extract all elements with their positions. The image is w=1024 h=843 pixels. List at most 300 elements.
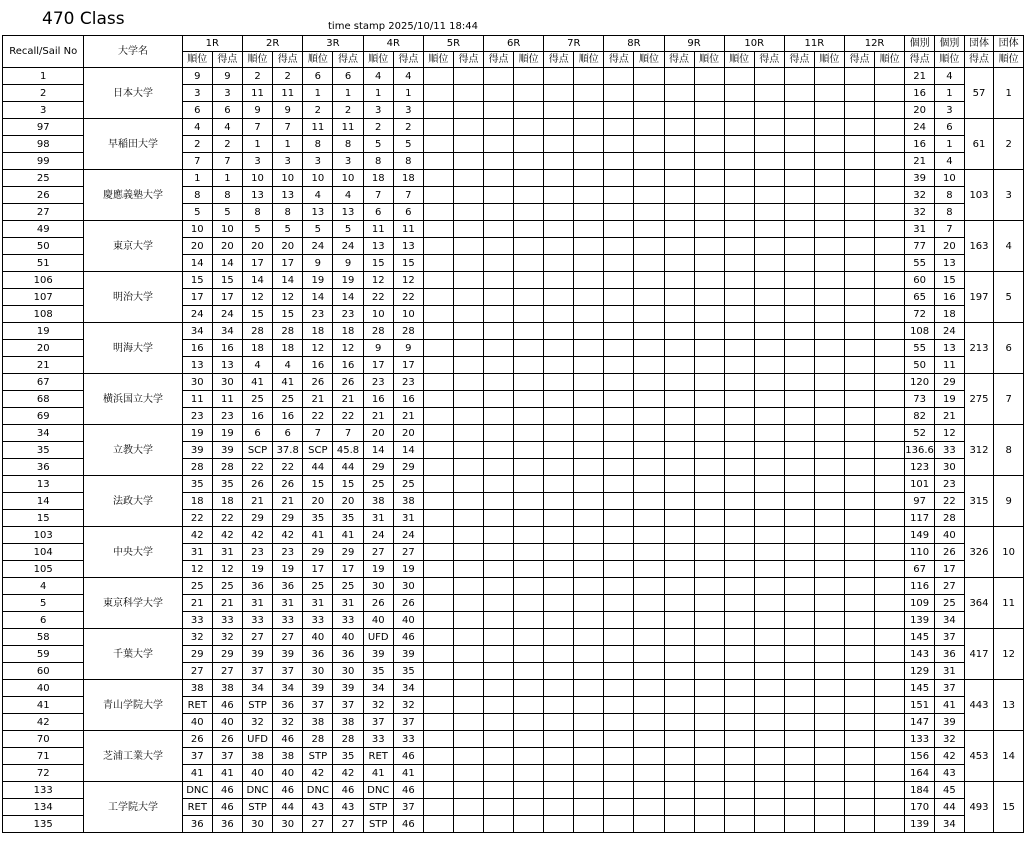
race-cell: 12 [333,340,363,357]
race-cell: STP [363,816,393,833]
race-cell: 8 [363,153,393,170]
sail-number: 19 [3,323,84,340]
race-cell-empty [544,663,574,680]
race-cell: 23 [333,306,363,323]
race-cell-empty [724,119,754,136]
race-cell: 2 [363,119,393,136]
race-cell-empty [724,170,754,187]
race-cell-empty [604,425,634,442]
race-cell-empty [754,459,784,476]
race-cell-empty [664,493,694,510]
individual-rank: 37 [935,680,965,697]
race-cell-empty [544,731,574,748]
race-cell: 22 [242,459,272,476]
race-cell-empty [604,629,634,646]
race-cell: 1 [303,85,333,102]
race-cell-empty [634,442,664,459]
race-cell-empty [754,340,784,357]
race-cell-empty [875,629,905,646]
table-row [3,629,1024,646]
sail-number: 15 [3,510,84,527]
race-cell-empty [784,170,814,187]
race-cell-empty [814,527,844,544]
race-cell-empty [634,459,664,476]
race-cell-empty [634,595,664,612]
race-cell-empty [784,493,814,510]
race-cell: 23 [242,544,272,561]
race-cell-empty [844,102,874,119]
race-cell-empty [544,697,574,714]
race-cell-empty [724,476,754,493]
race-cell-empty [484,578,514,595]
race-cell-empty [664,697,694,714]
race-cell-empty [544,289,574,306]
race-cell-empty [634,187,664,204]
university-name: 東京科学大学 [84,578,182,629]
race-cell: 22 [363,289,393,306]
race-cell-empty [694,782,724,799]
race-cell-empty [453,425,483,442]
race-cell-empty [544,306,574,323]
university-name: 法政大学 [84,476,182,527]
race-cell: 41 [333,527,363,544]
race-cell-empty [694,748,724,765]
race-cell-empty [484,221,514,238]
race-cell-empty [484,357,514,374]
race-cell-empty [784,646,814,663]
race-cell-empty [875,782,905,799]
individual-rank: 33 [935,442,965,459]
race-cell-empty [574,306,604,323]
race-cell-empty [814,697,844,714]
individual-points: 31 [905,221,935,238]
race-cell: 10 [182,221,212,238]
race-cell-empty [664,816,694,833]
race-cell: 30 [393,578,423,595]
individual-points: 145 [905,680,935,697]
race-cell: 42 [182,527,212,544]
header-sub-label: 順位 [363,52,393,68]
race-cell-empty [574,204,604,221]
race-cell-empty [784,204,814,221]
header-individual-points: 個別 [905,36,935,52]
header-sub-label: 得点 [273,52,303,68]
race-cell: 27 [303,816,333,833]
race-cell: 3 [273,153,303,170]
race-cell-empty [484,425,514,442]
race-cell-empty [694,357,724,374]
race-cell: 34 [182,323,212,340]
race-cell-empty [634,153,664,170]
race-cell-empty [574,816,604,833]
race-cell-empty [544,357,574,374]
race-cell-empty [664,68,694,85]
race-cell: 28 [242,323,272,340]
race-cell-empty [754,731,784,748]
race-cell-empty [544,527,574,544]
race-cell-empty [875,102,905,119]
race-cell-empty [423,697,453,714]
race-cell-empty [423,629,453,646]
race-cell: 1 [273,136,303,153]
race-cell-empty [604,663,634,680]
header-round: 6R [484,36,544,52]
race-cell-empty [604,561,634,578]
race-cell: 1 [363,85,393,102]
university-name: 東京大学 [84,221,182,272]
race-cell-empty [844,306,874,323]
race-cell-empty [844,544,874,561]
race-cell: 13 [182,357,212,374]
race-cell: 33 [242,612,272,629]
race-cell: 3 [212,85,242,102]
race-cell: 6 [242,425,272,442]
race-cell: 30 [242,816,272,833]
race-cell-empty [423,153,453,170]
race-cell-empty [634,510,664,527]
race-cell: 33 [273,612,303,629]
race-cell: 8 [333,136,363,153]
race-cell-empty [724,510,754,527]
race-cell-empty [514,289,544,306]
race-cell-empty [784,340,814,357]
race-cell-empty [844,289,874,306]
race-cell-empty [875,408,905,425]
header-sub-label: 得点 [484,52,514,68]
race-cell-empty [453,595,483,612]
race-cell-empty [484,680,514,697]
race-cell-empty [634,340,664,357]
team-points: 213 [964,323,994,374]
race-cell-empty [544,187,574,204]
race-cell: 35 [303,510,333,527]
race-cell: 46 [273,731,303,748]
race-cell-empty [754,629,784,646]
race-cell-empty [544,204,574,221]
race-cell: 9 [303,255,333,272]
race-cell-empty [423,493,453,510]
race-cell-empty [423,442,453,459]
race-cell-empty [574,442,604,459]
race-cell: 26 [393,595,423,612]
page-title: 470 Class [42,9,125,29]
race-cell-empty [544,510,574,527]
race-cell: 2 [212,136,242,153]
race-cell: 38 [393,493,423,510]
race-cell-empty [814,459,844,476]
sail-number: 35 [3,442,84,459]
race-cell-empty [784,408,814,425]
race-cell-empty [754,765,784,782]
race-cell-empty [514,697,544,714]
race-cell-empty [484,595,514,612]
race-cell: 32 [212,629,242,646]
race-cell-empty [453,102,483,119]
race-cell-empty [604,289,634,306]
race-cell: 24 [212,306,242,323]
race-cell-empty [784,561,814,578]
race-cell-empty [664,765,694,782]
race-cell: 38 [182,680,212,697]
individual-rank: 32 [935,731,965,748]
race-cell-empty [814,816,844,833]
race-cell-empty [754,425,784,442]
race-cell-empty [664,323,694,340]
race-cell: 19 [303,272,333,289]
individual-rank: 17 [935,561,965,578]
race-cell-empty [514,476,544,493]
individual-rank: 30 [935,459,965,476]
sail-number: 6 [3,612,84,629]
race-cell-empty [875,527,905,544]
race-cell-empty [664,153,694,170]
race-cell-empty [784,102,814,119]
race-cell-empty [784,697,814,714]
race-cell: 23 [303,306,333,323]
race-cell: 36 [273,697,303,714]
individual-rank: 43 [935,765,965,782]
race-cell: DNC [303,782,333,799]
race-cell: 40 [242,765,272,782]
race-cell-empty [724,425,754,442]
race-cell-empty [844,510,874,527]
race-cell-empty [694,731,724,748]
race-cell-empty [604,510,634,527]
race-cell-empty [423,663,453,680]
race-cell: 6 [273,425,303,442]
university-name: 青山学院大学 [84,680,182,731]
individual-rank: 1 [935,136,965,153]
race-cell-empty [604,102,634,119]
individual-rank: 12 [935,425,965,442]
race-cell-empty [814,425,844,442]
race-cell: 25 [273,391,303,408]
race-cell-empty [844,476,874,493]
race-cell-empty [453,731,483,748]
race-cell-empty [634,629,664,646]
race-cell-empty [724,238,754,255]
race-cell: 46 [393,629,423,646]
header-sub-label: 順位 [875,52,905,68]
race-cell-empty [664,476,694,493]
individual-rank: 4 [935,153,965,170]
race-cell: 7 [212,153,242,170]
team-points: 453 [964,731,994,782]
race-cell: 13 [303,204,333,221]
individual-points: 82 [905,408,935,425]
race-cell: 46 [393,782,423,799]
race-cell-empty [875,221,905,238]
race-cell: 41 [393,765,423,782]
race-cell-empty [754,782,784,799]
race-cell: 42 [333,765,363,782]
individual-rank: 29 [935,374,965,391]
race-cell-empty [664,646,694,663]
race-cell: 18 [303,323,333,340]
race-cell-empty [844,442,874,459]
individual-points: 116 [905,578,935,595]
race-cell-empty [875,510,905,527]
race-cell: 26 [273,476,303,493]
race-cell: 2 [242,68,272,85]
individual-rank: 39 [935,714,965,731]
race-cell-empty [604,323,634,340]
race-cell-empty [694,255,724,272]
race-cell: 1 [333,85,363,102]
race-cell-empty [814,408,844,425]
race-cell-empty [604,731,634,748]
race-cell-empty [754,748,784,765]
race-cell-empty [875,255,905,272]
race-cell-empty [484,340,514,357]
race-cell: 31 [363,510,393,527]
race-cell-empty [844,527,874,544]
individual-points: 133 [905,731,935,748]
header-team-points: 団体 [964,36,994,52]
race-cell: 42 [212,527,242,544]
race-cell: 35 [333,748,363,765]
race-cell: 42 [242,527,272,544]
race-cell: 31 [393,510,423,527]
race-cell: 27 [333,816,363,833]
team-rank: 14 [994,731,1024,782]
race-cell-empty [664,510,694,527]
university-name: 立教大学 [84,425,182,476]
race-cell: 18 [212,493,242,510]
race-cell: 19 [393,561,423,578]
race-cell-empty [875,697,905,714]
race-cell-empty [544,646,574,663]
race-cell-empty [664,731,694,748]
race-cell: 25 [303,578,333,595]
race-cell-empty [574,238,604,255]
race-cell-empty [484,442,514,459]
race-cell-empty [453,85,483,102]
race-cell-empty [574,731,604,748]
race-cell: 29 [242,510,272,527]
individual-rank: 13 [935,255,965,272]
sail-number: 2 [3,85,84,102]
sail-number: 60 [3,663,84,680]
race-cell: 13 [333,204,363,221]
race-cell-empty [423,255,453,272]
race-cell-empty [724,204,754,221]
individual-points: 110 [905,544,935,561]
race-cell-empty [844,578,874,595]
team-points: 315 [964,476,994,527]
race-cell: 6 [212,102,242,119]
race-cell: 39 [182,442,212,459]
race-cell-empty [514,408,544,425]
race-cell-empty [784,476,814,493]
race-cell: 12 [212,561,242,578]
race-cell-empty [784,442,814,459]
race-cell-empty [514,85,544,102]
individual-rank: 6 [935,119,965,136]
race-cell-empty [814,595,844,612]
race-cell: 3 [303,153,333,170]
individual-rank: 19 [935,391,965,408]
sail-number: 41 [3,697,84,714]
race-cell-empty [875,119,905,136]
header-sub-label: 得点 [905,52,935,68]
race-cell: 24 [393,527,423,544]
race-cell: 20 [363,425,393,442]
race-cell-empty [574,340,604,357]
race-cell-empty [694,663,724,680]
race-cell-empty [694,629,724,646]
race-cell: 34 [393,680,423,697]
race-cell-empty [664,578,694,595]
race-cell-empty [664,85,694,102]
race-cell-empty [634,714,664,731]
race-cell: 41 [273,374,303,391]
sail-number: 105 [3,561,84,578]
race-cell: 32 [242,714,272,731]
race-cell-empty [484,493,514,510]
race-cell: 24 [303,238,333,255]
race-cell: 16 [303,357,333,374]
race-cell-empty [694,799,724,816]
race-cell-empty [423,272,453,289]
race-cell-empty [754,289,784,306]
header-round: 8R [604,36,664,52]
race-cell-empty [484,782,514,799]
race-cell: 14 [212,255,242,272]
race-cell-empty [844,748,874,765]
race-cell: 23 [393,374,423,391]
race-cell-empty [604,442,634,459]
race-cell-empty [814,255,844,272]
race-cell-empty [453,612,483,629]
race-cell: 41 [212,765,242,782]
race-cell-empty [814,629,844,646]
race-cell-empty [875,204,905,221]
individual-rank: 20 [935,238,965,255]
race-cell: 12 [242,289,272,306]
race-cell-empty [484,391,514,408]
race-cell-empty [484,170,514,187]
race-cell-empty [664,357,694,374]
race-cell: 31 [303,595,333,612]
race-cell: 9 [182,68,212,85]
race-cell: 9 [363,340,393,357]
race-cell-empty [844,731,874,748]
race-cell: 10 [393,306,423,323]
race-cell: 17 [212,289,242,306]
race-cell-empty [453,578,483,595]
header-team-rank: 団体 [994,36,1024,52]
race-cell-empty [423,289,453,306]
race-cell-empty [724,187,754,204]
individual-rank: 42 [935,748,965,765]
race-cell: STP [242,799,272,816]
race-cell-empty [754,306,784,323]
race-cell-empty [634,170,664,187]
race-cell-empty [694,680,724,697]
race-cell-empty [423,408,453,425]
race-cell-empty [604,408,634,425]
race-cell: 26 [363,595,393,612]
race-cell-empty [875,153,905,170]
race-cell-empty [664,459,694,476]
race-cell-empty [754,442,784,459]
race-cell-empty [634,799,664,816]
race-cell-empty [754,170,784,187]
race-cell: 33 [393,731,423,748]
team-rank: 15 [994,782,1024,833]
race-cell: 31 [182,544,212,561]
